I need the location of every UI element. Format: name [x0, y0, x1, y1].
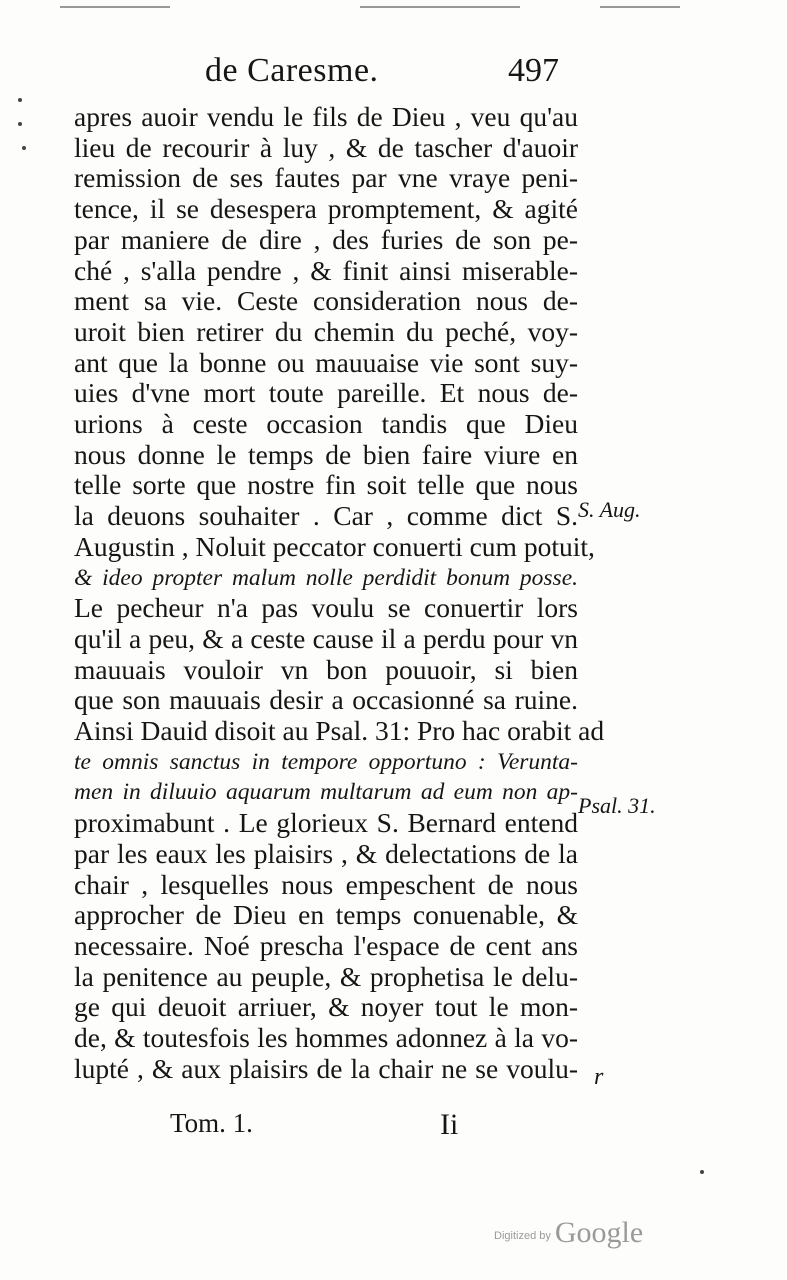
text-line: uroit bien retirer du chemin du peché, voy-	[74, 315, 578, 347]
text-line: apres auoir vendu le fils de Dieu , veu qu'au	[74, 101, 578, 132]
text-line: nous donne le temps de bien faire viure en	[74, 438, 578, 470]
catchword: Ii	[440, 1108, 459, 1141]
text-line: par maniere de dire , des furies de son pe-	[74, 223, 578, 255]
text-line: telle sorte que nostre fin soit telle que nous	[74, 469, 578, 501]
text-line: Le pecheur n'a pas voulu se conuertir lors	[74, 592, 578, 624]
text-line: Ainsi Dauid disoit au Psal. 31: Pro hac orabit ad	[74, 715, 605, 747]
text-line: de, & toutesfois les hommes adonnez à la vo-	[74, 1022, 578, 1054]
text-line: approcher de Dieu en temps conuenable, &	[74, 899, 578, 931]
latin-quote-line: te omnis sanctus in tempore opportuno : Veruntа-	[74, 748, 578, 775]
watermark-brand: Google	[554, 1216, 644, 1249]
text-line: urions à ceste occasion tandis que Dieu	[74, 408, 578, 440]
text-line: lupté , & aux plaisirs de la chair ne se voulu-	[74, 1052, 578, 1084]
text-line: uies d'vne mort toute pareille. Et nous de-	[74, 377, 578, 409]
text-line: lieu de recourir à luy , & de tascher d'auoir	[74, 131, 578, 163]
text-line: qu'il a peu, & a ceste cause il a perdu pour vn	[74, 622, 578, 654]
margin-note-psalm: Psal. 31.	[578, 793, 656, 818]
ink-speck	[22, 146, 26, 150]
page-number: 497	[508, 52, 559, 89]
text-line: ge qui deuoit arriuer, & noyer tout le mon-	[74, 991, 578, 1023]
text-line: chair , lesquelles nous empeschent de nous	[74, 868, 578, 900]
text-line: la penitence au peuple, & prophetisa le delu-	[74, 960, 578, 992]
text-line: la deuons souhaiter . Car , comme dict S.	[74, 500, 578, 532]
text-line: mauuais vouloir vn bon pouuoir, si bien	[74, 653, 578, 685]
text-line: necessaire. Noé prescha l'espace de cent ans	[74, 929, 578, 961]
watermark-prefix: Digitized by	[494, 1230, 551, 1242]
text-line: ant que la bonne ou mauuaise vie sont suy-	[74, 346, 578, 378]
margin-flourish: r	[594, 1064, 604, 1090]
text-line: proximabunt . Le glorieux S. Bernard entend	[74, 807, 578, 839]
digitized-watermark	[494, 1216, 643, 1250]
ink-speck	[18, 98, 22, 102]
text-line: remission de ses fautes par vne vraye peni-	[74, 162, 578, 194]
text-line: Augustin , Noluit peccator conuerti cum potuit,	[74, 530, 595, 562]
top-border-fragment	[600, 6, 680, 8]
running-head: de Caresme.	[205, 52, 379, 89]
latin-quote-line: men in diluuio aquarum multarum ad eum non ap-	[74, 779, 578, 806]
signature-mark: Tom. 1.	[170, 1108, 253, 1138]
text-line: par les eaux les plaisirs , & delectations de la	[74, 837, 578, 869]
text-line: que son mauuais desir a occasionné sa ruine.	[74, 684, 578, 716]
top-border-fragment	[360, 6, 520, 8]
text-line: tence, il se desespera promptement, & agité	[74, 193, 578, 225]
body-text	[74, 101, 605, 1085]
text-line: ment sa vie. Ceste consideration nous de-	[74, 285, 578, 317]
ink-speck	[700, 1170, 704, 1174]
top-border-fragment	[60, 6, 170, 8]
ink-speck	[18, 122, 22, 126]
text-line: ché , s'alla pendre , & finit ainsi miserable-	[74, 254, 578, 286]
margin-note-augustin: S. Aug.	[578, 497, 641, 522]
latin-quote-line: & ideo propter malum nolle perdidit bonum posse.	[74, 564, 578, 591]
